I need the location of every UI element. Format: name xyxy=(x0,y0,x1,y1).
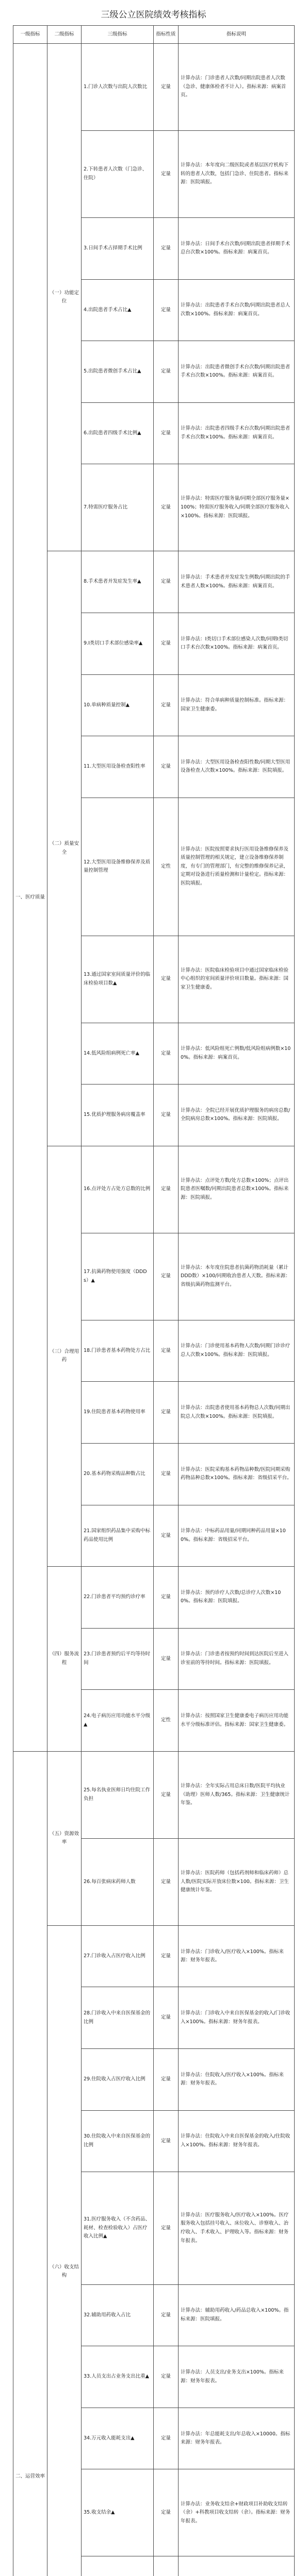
property-cell: 定性 xyxy=(154,798,179,936)
description-cell: 计算办法：符合单病种质量控制标准。指标来源：国家卫生健康委。 xyxy=(179,674,295,736)
description-cell: 计算办法：门诊使用基本药物人次数/同期门诊诊疗总人次数×100%。指标来源：医院填报。 xyxy=(179,1320,295,1382)
level3-cell: 18.门诊患者基本药物处方占比 xyxy=(82,1320,154,1382)
property-cell: 定量 xyxy=(154,1505,179,1567)
property-cell: 定量 xyxy=(154,2110,179,2172)
property-cell: 定量 xyxy=(154,1987,179,2049)
description-cell: 计算办法：全院已经开展优质护理服务的病房总数/全院病房总数×100%。指标来源：医院填报。 xyxy=(179,1084,295,1146)
property-cell: 定量 xyxy=(154,1567,179,1629)
description-cell: 计算办法：住院收入中来自医保基金的收入/住院收入×100%。指标来源：财务年报表。 xyxy=(179,2110,295,2172)
description-cell: 计算办法：年总能耗支出/年总收入×10000。指标来源：财务年报表。 xyxy=(179,2408,295,2469)
description-cell: 计算办法：医疗服务收入/医疗收入×100%。医疗服务收入包括挂号收入、床位收入、诊察收入、治疗收入、手术收入、护理收入等。指标来源：财务年报表。 xyxy=(179,2172,295,2284)
level3-cell: 13.通过国家室间质量评价的临床检验项目数▲ xyxy=(82,936,154,1023)
description-cell: 计算办法：医院药师（包括药剂师和临床药师）总人数/医院实际开放床位数×100。指标来源：卫生健康统计年鉴。 xyxy=(179,1838,295,1925)
level3-cell: 9.Ⅰ类切口手术部位感染率▲ xyxy=(82,613,154,674)
table-row xyxy=(13,1567,295,1629)
level3-cell: 28.门诊收入中来自医保基金的比例 xyxy=(82,1987,154,2049)
property-cell: 定量 xyxy=(154,464,179,551)
description-cell: 计算办法：本年度住院患者抗菌药物消耗量（累计DDD数）×100/同期收治患者人天数。指标来源：省级抗菌药物监测平台。 xyxy=(179,1233,295,1320)
property-cell: 定量 xyxy=(154,279,179,341)
description-cell: 计算办法：中标药品用量/同期同种药品用量×100%。指标来源：省级招采平台。 xyxy=(179,1505,295,1567)
level1-cell: 二、运营效率 xyxy=(13,1751,47,2576)
level3-cell: 10.单病种质量控制▲ xyxy=(82,674,154,736)
property-cell: 定量 xyxy=(154,218,179,280)
page-title: 三级公立医院绩效考核指标 xyxy=(101,10,206,20)
level3-cell: 8.手术患者并发症发生率▲ xyxy=(82,551,154,613)
property-cell: 定量 xyxy=(154,1628,179,1690)
header-level1: 一级指标 xyxy=(13,26,47,44)
description-cell: 计算办法：大型医用设备检查阳性数/同期大型医用设备检查人次数×100%。指标来源：医院填报。 xyxy=(179,736,295,798)
property-cell: 定量 xyxy=(154,1382,179,1444)
level2-cell: （三）合理用药 xyxy=(47,1146,82,1566)
level3-cell: 7.特需医疗服务占比 xyxy=(82,464,154,551)
level3-cell: 1.门诊人次数与出院人次数比 xyxy=(82,44,154,131)
property-cell: 定量 xyxy=(154,1751,179,1838)
level3-cell: 26.每百张病床药师人数 xyxy=(82,1838,154,1925)
level3-cell: 15.优质护理服务病房覆盖率 xyxy=(82,1084,154,1146)
description-cell: 计算办法：出院患者微创手术台次数/同期出院患者手术台次数×100%。指标来源：病案首页。 xyxy=(179,341,295,403)
property-cell: 定量 xyxy=(154,341,179,403)
description-cell: 计算办法：特需医疗服务量/同期全部医疗服务量×100%；特需医疗服务收入/同期全部医疗服务收入×100%。指标来源：医院填报。 xyxy=(179,464,295,551)
level3-cell: 24.电子病历应用功能水平分级▲ xyxy=(82,1690,154,1752)
level3-cell: 35.收支结余▲ xyxy=(82,2469,154,2556)
level3-cell: 27.门诊收入占医疗收入比例 xyxy=(82,1925,154,1987)
level3-cell: 33.人员支出占业务支出比重▲ xyxy=(82,2346,154,2408)
property-cell: 定量 xyxy=(154,1023,179,1084)
property-cell: 定量 xyxy=(154,1443,179,1505)
property-cell: 定量 xyxy=(154,2469,179,2556)
description-cell: 计算办法：门诊收入/医疗收入×100%。指标来源：财务年报表。 xyxy=(179,1925,295,1987)
description-cell: 计算办法：辅助用药收入/药品总收入×100%。指标来源：医院填报。 xyxy=(179,2284,295,2346)
property-cell: 定量 xyxy=(154,2172,179,2284)
description-cell: 计算办法：按照国家卫生健康委电子病历应用功能水平分级标准评估。指标来源：国家卫生健康委。 xyxy=(179,1690,295,1752)
header-description: 指标说明 xyxy=(179,26,295,44)
description-cell: 计算办法：低风险组死亡例数/低风险组病例数×100%。指标来源：病案首页。 xyxy=(179,1023,295,1084)
level3-cell: 4.出院患者手术占比▲ xyxy=(82,279,154,341)
level2-cell: （五）资源效率 xyxy=(47,1751,82,1925)
property-cell: 定量 xyxy=(154,2346,179,2408)
table-body xyxy=(13,44,295,2576)
property-cell: 定量 xyxy=(154,613,179,674)
level2-cell: （四）服务流程 xyxy=(47,1567,82,1752)
description-cell: 计算办法：点评处方数/处方总数×100%；点评出院患者医嘱数/同期出院患者总数×100%。指标来源：医院填报。 xyxy=(179,1146,295,1233)
level3-cell: 31.医疗服务收入（不含药品、耗材、检查检验收入）占医疗收入比例▲ xyxy=(82,2172,154,2284)
property-cell: 定性 xyxy=(154,1690,179,1752)
table-row xyxy=(13,1146,295,1233)
level3-cell: 5.出院患者微创手术占比▲ xyxy=(82,341,154,403)
level3-cell: 16.点评处方占处方总数的比例 xyxy=(82,1146,154,1233)
property-cell: 定量 xyxy=(154,131,179,218)
level2-cell: （六）收支结构 xyxy=(47,1925,82,2576)
header-level2: 二级指标 xyxy=(47,26,82,44)
property-cell xyxy=(154,2556,179,2576)
level2-cell: （二）质量安全 xyxy=(47,551,82,1146)
property-cell: 定量 xyxy=(154,2408,179,2469)
description-cell: 计算办法：本年度向二级医院或者基层医疗机构下转的患者人次数，包括门急诊、住院患者。指标来源：医院填报。 xyxy=(179,131,295,218)
description-cell: 计算办法：门诊患者人次数/同期出院患者人次数（急诊、健康体检者不计入）。指标来源：病案首页。 xyxy=(179,44,295,131)
level1-cell: 一、医疗质量 xyxy=(13,44,47,1752)
description-cell: 计算办法：门诊收入中来自医保基金的收入/门诊收入×100%。指标来源：财务年报表。 xyxy=(179,1987,295,2049)
description-cell: 计算办法：人员支出/业务支出×100%。指标来源：财务年报表。 xyxy=(179,2346,295,2408)
level2-cell: （一）功能定位 xyxy=(47,44,82,551)
property-cell: 定量 xyxy=(154,674,179,736)
property-cell: 定量 xyxy=(154,936,179,1023)
property-cell: 定量 xyxy=(154,736,179,798)
property-cell: 定量 xyxy=(154,2049,179,2111)
property-cell: 定量 xyxy=(154,44,179,131)
property-cell: 定量 xyxy=(154,1320,179,1382)
description-cell: 计算办法：日间手术台次数/同期出院患者择期手术总台次数×100%。指标来源：病案首页。 xyxy=(179,218,295,280)
description-cell: 计算办法：预约诊疗人次数/总诊疗人次数×100%。指标来源：医院填报。 xyxy=(179,1567,295,1629)
description-cell: 计算办法：全年实际占用总床日数/医院平均执业（助理）医师人数/365。指标来源：卫生健康统计年鉴。 xyxy=(179,1751,295,1838)
property-cell: 定量 xyxy=(154,1838,179,1925)
level3-cell: 2.下转患者人次数（门急诊、住院） xyxy=(82,131,154,218)
description-cell: 计算办法：医院临床检验项目中通过国家临床检验中心组织的室间质量评价项目数量。指标来源：国家卫生健康委。 xyxy=(179,936,295,1023)
property-cell: 定量 xyxy=(154,1146,179,1233)
description-cell: 计算办法：业务收支结余+财政项目补助收支结转（余）+科教项目收支结转（余）。指标来源：财务年报表。 xyxy=(179,2469,295,2556)
level3-cell: 32.辅助用药收入占比 xyxy=(82,2284,154,2346)
level3-cell: 29.住院收入占医疗收入比例 xyxy=(82,2049,154,2111)
description-cell: 计算办法：Ⅰ类切口手术部位感染人次数/同期Ⅰ类切口手术台次数×100%。指标来源：病案首页。 xyxy=(179,613,295,674)
level3-cell: 30.住院收入中来自医保基金的比例 xyxy=(82,2110,154,2172)
level3-cell: 25.每名执业医师日均住院工作负担 xyxy=(82,1751,154,1838)
level3-cell: 23.门诊患者预约后平均等待时间 xyxy=(82,1628,154,1690)
level3-cell: 20.基本药物采购品种数占比 xyxy=(82,1443,154,1505)
level3-cell xyxy=(82,2556,154,2576)
level3-cell: 3.日间手术占择期手术比例 xyxy=(82,218,154,280)
header-level3: 三级指标 xyxy=(82,26,154,44)
level3-cell: 12.大型医用设备维修保养及质量控制管理 xyxy=(82,798,154,936)
level3-cell: 22.门诊患者平均预约诊疗率 xyxy=(82,1567,154,1629)
description-cell: 计算办法：医院采购基本药物品种数/医院同期采购药物品种总数×100%。指标来源：省级招采平台。 xyxy=(179,1443,295,1505)
table-row xyxy=(13,1751,295,1838)
description-cell: 计算办法：住院收入/医疗收入×100%。指标来源：财务年报表。 xyxy=(179,2049,295,2111)
property-cell: 定量 xyxy=(154,1925,179,1987)
description-cell: 计算办法：出院患者使用基本药物总人次数/同期出院总人次数×100%。指标来源：医院填报。 xyxy=(179,1382,295,1444)
description-cell: 计算办法：手术患者并发症发生例数/同期出院的手术患者人数×100%。指标来源：病案首页。 xyxy=(179,551,295,613)
property-cell: 定量 xyxy=(154,1084,179,1146)
description-cell: 计算办法：出院患者手术台次数/同期出院患者总人次数×100%。指标来源：病案首页。 xyxy=(179,279,295,341)
table-header-row xyxy=(13,26,295,44)
level3-cell: 21.国家组织药品集中采购中标药品使用比例 xyxy=(82,1505,154,1567)
level3-cell: 34.万元收入能耗支出▲ xyxy=(82,2408,154,2469)
description-cell: 计算办法：门诊患者按预约时间到达医院后至进入诊室前的等待时间。指标来源：医院填报。 xyxy=(179,1628,295,1690)
level3-cell: 17.抗菌药物使用强度（DDDs）▲ xyxy=(82,1233,154,1320)
header-property: 指标性质 xyxy=(154,26,179,44)
level3-cell: 19.住院患者基本药物使用率 xyxy=(82,1382,154,1444)
description-cell: 计算办法：医院按照要求执行医用设备维修保养及质量控制管理的相关规定，建立设备维修保养制度，有专门的管理部门，有完整的维修保养记录，定期对设备进行质量检测和计量检定。指标来源：医院填报。 xyxy=(179,798,295,936)
level3-cell: 14.低风险组病例死亡率▲ xyxy=(82,1023,154,1084)
description-cell xyxy=(179,2556,295,2576)
table-row xyxy=(13,1925,295,1987)
indicator-table xyxy=(13,25,295,2576)
table-row xyxy=(13,44,295,131)
property-cell: 定量 xyxy=(154,1233,179,1320)
property-cell: 定量 xyxy=(154,402,179,464)
property-cell: 定量 xyxy=(154,551,179,613)
property-cell: 定量 xyxy=(154,2284,179,2346)
table-row xyxy=(13,551,295,613)
description-cell: 计算办法：出院患者四级手术台次数/同期出院患者手术台次数×100%。指标来源：病案首页。 xyxy=(179,402,295,464)
level3-cell: 6.出院患者四级手术比例▲ xyxy=(82,402,154,464)
level3-cell: 11.大型医用设备检查阳性率 xyxy=(82,736,154,798)
